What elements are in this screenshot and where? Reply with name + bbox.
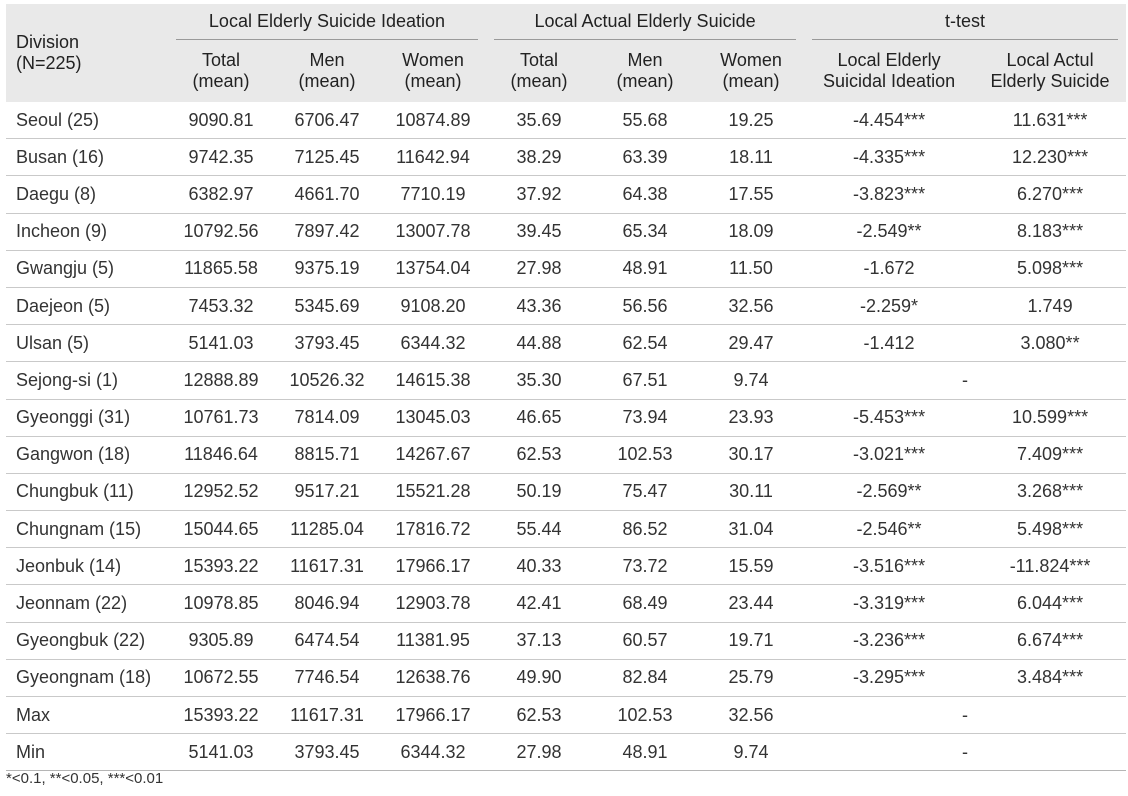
header-row-columns [6,40,1126,102]
actual-group-header [486,4,804,40]
division-header [6,4,168,102]
actual-women-cell: 18.11 [698,139,804,176]
division-cell: Sejong-si (1) [6,362,168,399]
ideation-group-label: Local Elderly Suicide Ideation [176,4,478,40]
actual-men-cell: 64.38 [592,176,698,213]
ideation-men-cell: 6706.47 [274,102,380,139]
ttest-actual-cell: 8.183*** [974,213,1126,250]
ideation-men-cell: 7814.09 [274,399,380,436]
actual-men-cell: 102.53 [592,436,698,473]
ideation-men-cell: 7897.42 [274,213,380,250]
ttest-actual-cell: 3.268*** [974,473,1126,510]
ideation-men-cell: 6474.54 [274,622,380,659]
division-cell: Gwangju (5) [6,250,168,287]
ideation-women-cell: 11381.95 [380,622,486,659]
division-cell: Jeonbuk (14) [6,548,168,585]
ttest-ideation-cell: -2.259* [804,287,974,324]
ttest-actual-cell: 10.599*** [974,399,1126,436]
ideation-total-cell: 11865.58 [168,250,274,287]
actual-men-cell: 63.39 [592,139,698,176]
division-cell: Seoul (25) [6,102,168,139]
ideation-women-cell: 13045.03 [380,399,486,436]
ttest-actual-cell: 6.044*** [974,585,1126,622]
ideation-men-cell: 7746.54 [274,659,380,696]
ideation-men-cell: 8815.71 [274,436,380,473]
division-cell: Ulsan (5) [6,325,168,362]
table-row [6,697,1126,734]
actual-total-cell: 44.88 [486,325,592,362]
actual-total-cell: 42.41 [486,585,592,622]
actual-total-header: Total (mean) [486,40,592,102]
actual-total-cell: 35.69 [486,102,592,139]
actual-group-label: Local Actual Elderly Suicide [494,4,796,40]
actual-men-cell: 55.68 [592,102,698,139]
table-row [6,102,1126,139]
actual-men-cell: 82.84 [592,659,698,696]
ttest-ideation-header: Local Elderly Suicidal Ideation [804,40,974,102]
ttest-ideation-cell: -1.412 [804,325,974,362]
ideation-total-cell: 5141.03 [168,734,274,771]
ideation-total-cell: 5141.03 [168,325,274,362]
ideation-men-cell: 11617.31 [274,697,380,734]
division-cell: Min [6,734,168,771]
ttest-actual-cell: 5.098*** [974,250,1126,287]
ideation-total-cell: 11846.64 [168,436,274,473]
ideation-men-cell: 7125.45 [274,139,380,176]
ideation-women-cell: 7710.19 [380,176,486,213]
ideation-men-cell: 3793.45 [274,325,380,362]
actual-women-cell: 25.79 [698,659,804,696]
actual-men-cell: 67.51 [592,362,698,399]
ttest-actual-cell: 3.080** [974,325,1126,362]
ttest-ideation-cell: -3.295*** [804,659,974,696]
actual-men-cell: 86.52 [592,511,698,548]
ideation-men-cell: 11285.04 [274,511,380,548]
ttest-actual-cell: 5.498*** [974,511,1126,548]
ideation-women-cell: 13754.04 [380,250,486,287]
division-label: Division [16,32,80,52]
table-row [6,325,1126,362]
actual-women-cell: 31.04 [698,511,804,548]
actual-women-cell: 11.50 [698,250,804,287]
ttest-group-header [804,4,1126,40]
actual-total-cell: 49.90 [486,659,592,696]
table-row [6,473,1126,510]
division-cell: Gangwon (18) [6,436,168,473]
actual-women-cell: 17.55 [698,176,804,213]
ttest-actual-cell: 11.631*** [974,102,1126,139]
ttest-actual-header: Local Actul Elderly Suicide [974,40,1126,102]
ideation-men-cell: 10526.32 [274,362,380,399]
actual-total-cell: 50.19 [486,473,592,510]
table-row [6,734,1126,771]
actual-men-cell: 73.72 [592,548,698,585]
ttest-merged-cell: - [804,697,1126,734]
ideation-women-cell: 14615.38 [380,362,486,399]
actual-men-cell: 102.53 [592,697,698,734]
ttest-actual-cell: 6.270*** [974,176,1126,213]
ideation-group-header [168,4,486,40]
actual-men-cell: 75.47 [592,473,698,510]
ttest-ideation-cell: -3.516*** [804,548,974,585]
table-body [6,102,1126,771]
ideation-women-cell: 15521.28 [380,473,486,510]
ttest-ideation-cell: -5.453*** [804,399,974,436]
ideation-men-header: Men (mean) [274,40,380,102]
ttest-ideation-cell: -4.454*** [804,102,974,139]
ideation-women-cell: 6344.32 [380,325,486,362]
ideation-women-cell: 12903.78 [380,585,486,622]
ttest-ideation-cell: -3.823*** [804,176,974,213]
actual-women-header: Women (mean) [698,40,804,102]
actual-total-cell: 35.30 [486,362,592,399]
table-row [6,362,1126,399]
actual-total-cell: 39.45 [486,213,592,250]
actual-men-cell: 60.57 [592,622,698,659]
actual-men-cell: 73.94 [592,399,698,436]
ideation-total-cell: 7453.32 [168,287,274,324]
actual-men-cell: 48.91 [592,250,698,287]
ideation-women-cell: 14267.67 [380,436,486,473]
table-row [6,399,1126,436]
actual-total-cell: 38.29 [486,139,592,176]
division-cell: Daegu (8) [6,176,168,213]
ttest-actual-cell: -11.824*** [974,548,1126,585]
actual-men-cell: 48.91 [592,734,698,771]
table-row [6,287,1126,324]
ideation-women-cell: 17816.72 [380,511,486,548]
ideation-men-cell: 11617.31 [274,548,380,585]
ttest-ideation-cell: -2.549** [804,213,974,250]
division-cell: Incheon (9) [6,213,168,250]
ideation-women-header: Women (mean) [380,40,486,102]
ttest-ideation-cell: -2.569** [804,473,974,510]
division-cell: Gyeonggi (31) [6,399,168,436]
ideation-total-cell: 15393.22 [168,548,274,585]
division-cell: Gyeongbuk (22) [6,622,168,659]
actual-women-cell: 15.59 [698,548,804,585]
actual-women-cell: 29.47 [698,325,804,362]
ttest-ideation-cell: -4.335*** [804,139,974,176]
actual-total-cell: 27.98 [486,250,592,287]
ideation-men-cell: 9375.19 [274,250,380,287]
actual-women-cell: 9.74 [698,362,804,399]
division-cell: Jeonnam (22) [6,585,168,622]
ttest-actual-cell: 12.230*** [974,139,1126,176]
actual-women-cell: 19.71 [698,622,804,659]
ideation-men-cell: 9517.21 [274,473,380,510]
division-cell: Max [6,697,168,734]
ttest-actual-cell: 6.674*** [974,622,1126,659]
table-row [6,659,1126,696]
table-row [6,213,1126,250]
ttest-actual-cell: 1.749 [974,287,1126,324]
actual-women-cell: 30.11 [698,473,804,510]
ttest-merged-cell: - [804,734,1126,771]
division-cell: Chungnam (15) [6,511,168,548]
ideation-total-cell: 12952.52 [168,473,274,510]
actual-total-cell: 62.53 [486,697,592,734]
ideation-total-cell: 15044.65 [168,511,274,548]
actual-total-cell: 27.98 [486,734,592,771]
ttest-actual-cell: 3.484*** [974,659,1126,696]
ideation-total-cell: 10761.73 [168,399,274,436]
division-cell: Daejeon (5) [6,287,168,324]
ideation-women-cell: 6344.32 [380,734,486,771]
actual-total-cell: 37.13 [486,622,592,659]
actual-men-cell: 68.49 [592,585,698,622]
table-row [6,622,1126,659]
actual-women-cell: 18.09 [698,213,804,250]
actual-total-cell: 43.36 [486,287,592,324]
ideation-total-cell: 6382.97 [168,176,274,213]
ideation-total-cell: 9090.81 [168,102,274,139]
actual-women-cell: 23.93 [698,399,804,436]
ideation-women-cell: 11642.94 [380,139,486,176]
ideation-women-cell: 17966.17 [380,548,486,585]
ttest-ideation-cell: -3.319*** [804,585,974,622]
significance-footnote: *<0.1, **<0.05, ***<0.01 [6,770,164,787]
ttest-group-label: t-test [812,4,1118,40]
ideation-women-cell: 9108.20 [380,287,486,324]
actual-total-cell: 37.92 [486,176,592,213]
ttest-ideation-cell: -1.672 [804,250,974,287]
actual-total-cell: 40.33 [486,548,592,585]
table-row [6,250,1126,287]
ideation-total-cell: 10672.55 [168,659,274,696]
actual-total-cell: 62.53 [486,436,592,473]
actual-men-cell: 65.34 [592,213,698,250]
actual-men-cell: 62.54 [592,325,698,362]
actual-women-cell: 32.56 [698,697,804,734]
ideation-total-cell: 9305.89 [168,622,274,659]
table-row [6,511,1126,548]
ideation-men-cell: 5345.69 [274,287,380,324]
ideation-total-header: Total (mean) [168,40,274,102]
actual-women-cell: 9.74 [698,734,804,771]
division-n-label: (N=225) [16,53,82,73]
ideation-total-cell: 12888.89 [168,362,274,399]
ttest-ideation-cell: -3.236*** [804,622,974,659]
ideation-total-cell: 9742.35 [168,139,274,176]
ideation-women-cell: 13007.78 [380,213,486,250]
actual-women-cell: 32.56 [698,287,804,324]
ideation-women-cell: 10874.89 [380,102,486,139]
ttest-actual-cell: 7.409*** [974,436,1126,473]
ideation-women-cell: 17966.17 [380,697,486,734]
ideation-total-cell: 10978.85 [168,585,274,622]
ttest-ideation-cell: -3.021*** [804,436,974,473]
ideation-men-cell: 8046.94 [274,585,380,622]
actual-women-cell: 23.44 [698,585,804,622]
actual-total-cell: 46.65 [486,399,592,436]
ideation-total-cell: 10792.56 [168,213,274,250]
division-cell: Chungbuk (11) [6,473,168,510]
actual-total-cell: 55.44 [486,511,592,548]
actual-men-header: Men (mean) [592,40,698,102]
ideation-men-cell: 3793.45 [274,734,380,771]
ideation-total-cell: 15393.22 [168,697,274,734]
table-row [6,176,1126,213]
actual-men-cell: 56.56 [592,287,698,324]
ideation-men-cell: 4661.70 [274,176,380,213]
table-row [6,436,1126,473]
division-cell: Busan (16) [6,139,168,176]
ideation-women-cell: 12638.76 [380,659,486,696]
actual-women-cell: 30.17 [698,436,804,473]
actual-women-cell: 19.25 [698,102,804,139]
ttest-merged-cell: - [804,362,1126,399]
table-row [6,548,1126,585]
table-row [6,585,1126,622]
division-cell: Gyeongnam (18) [6,659,168,696]
table-row [6,139,1126,176]
suicide-statistics-table [6,4,1126,771]
header-row-groups [6,4,1126,40]
ttest-ideation-cell: -2.546** [804,511,974,548]
